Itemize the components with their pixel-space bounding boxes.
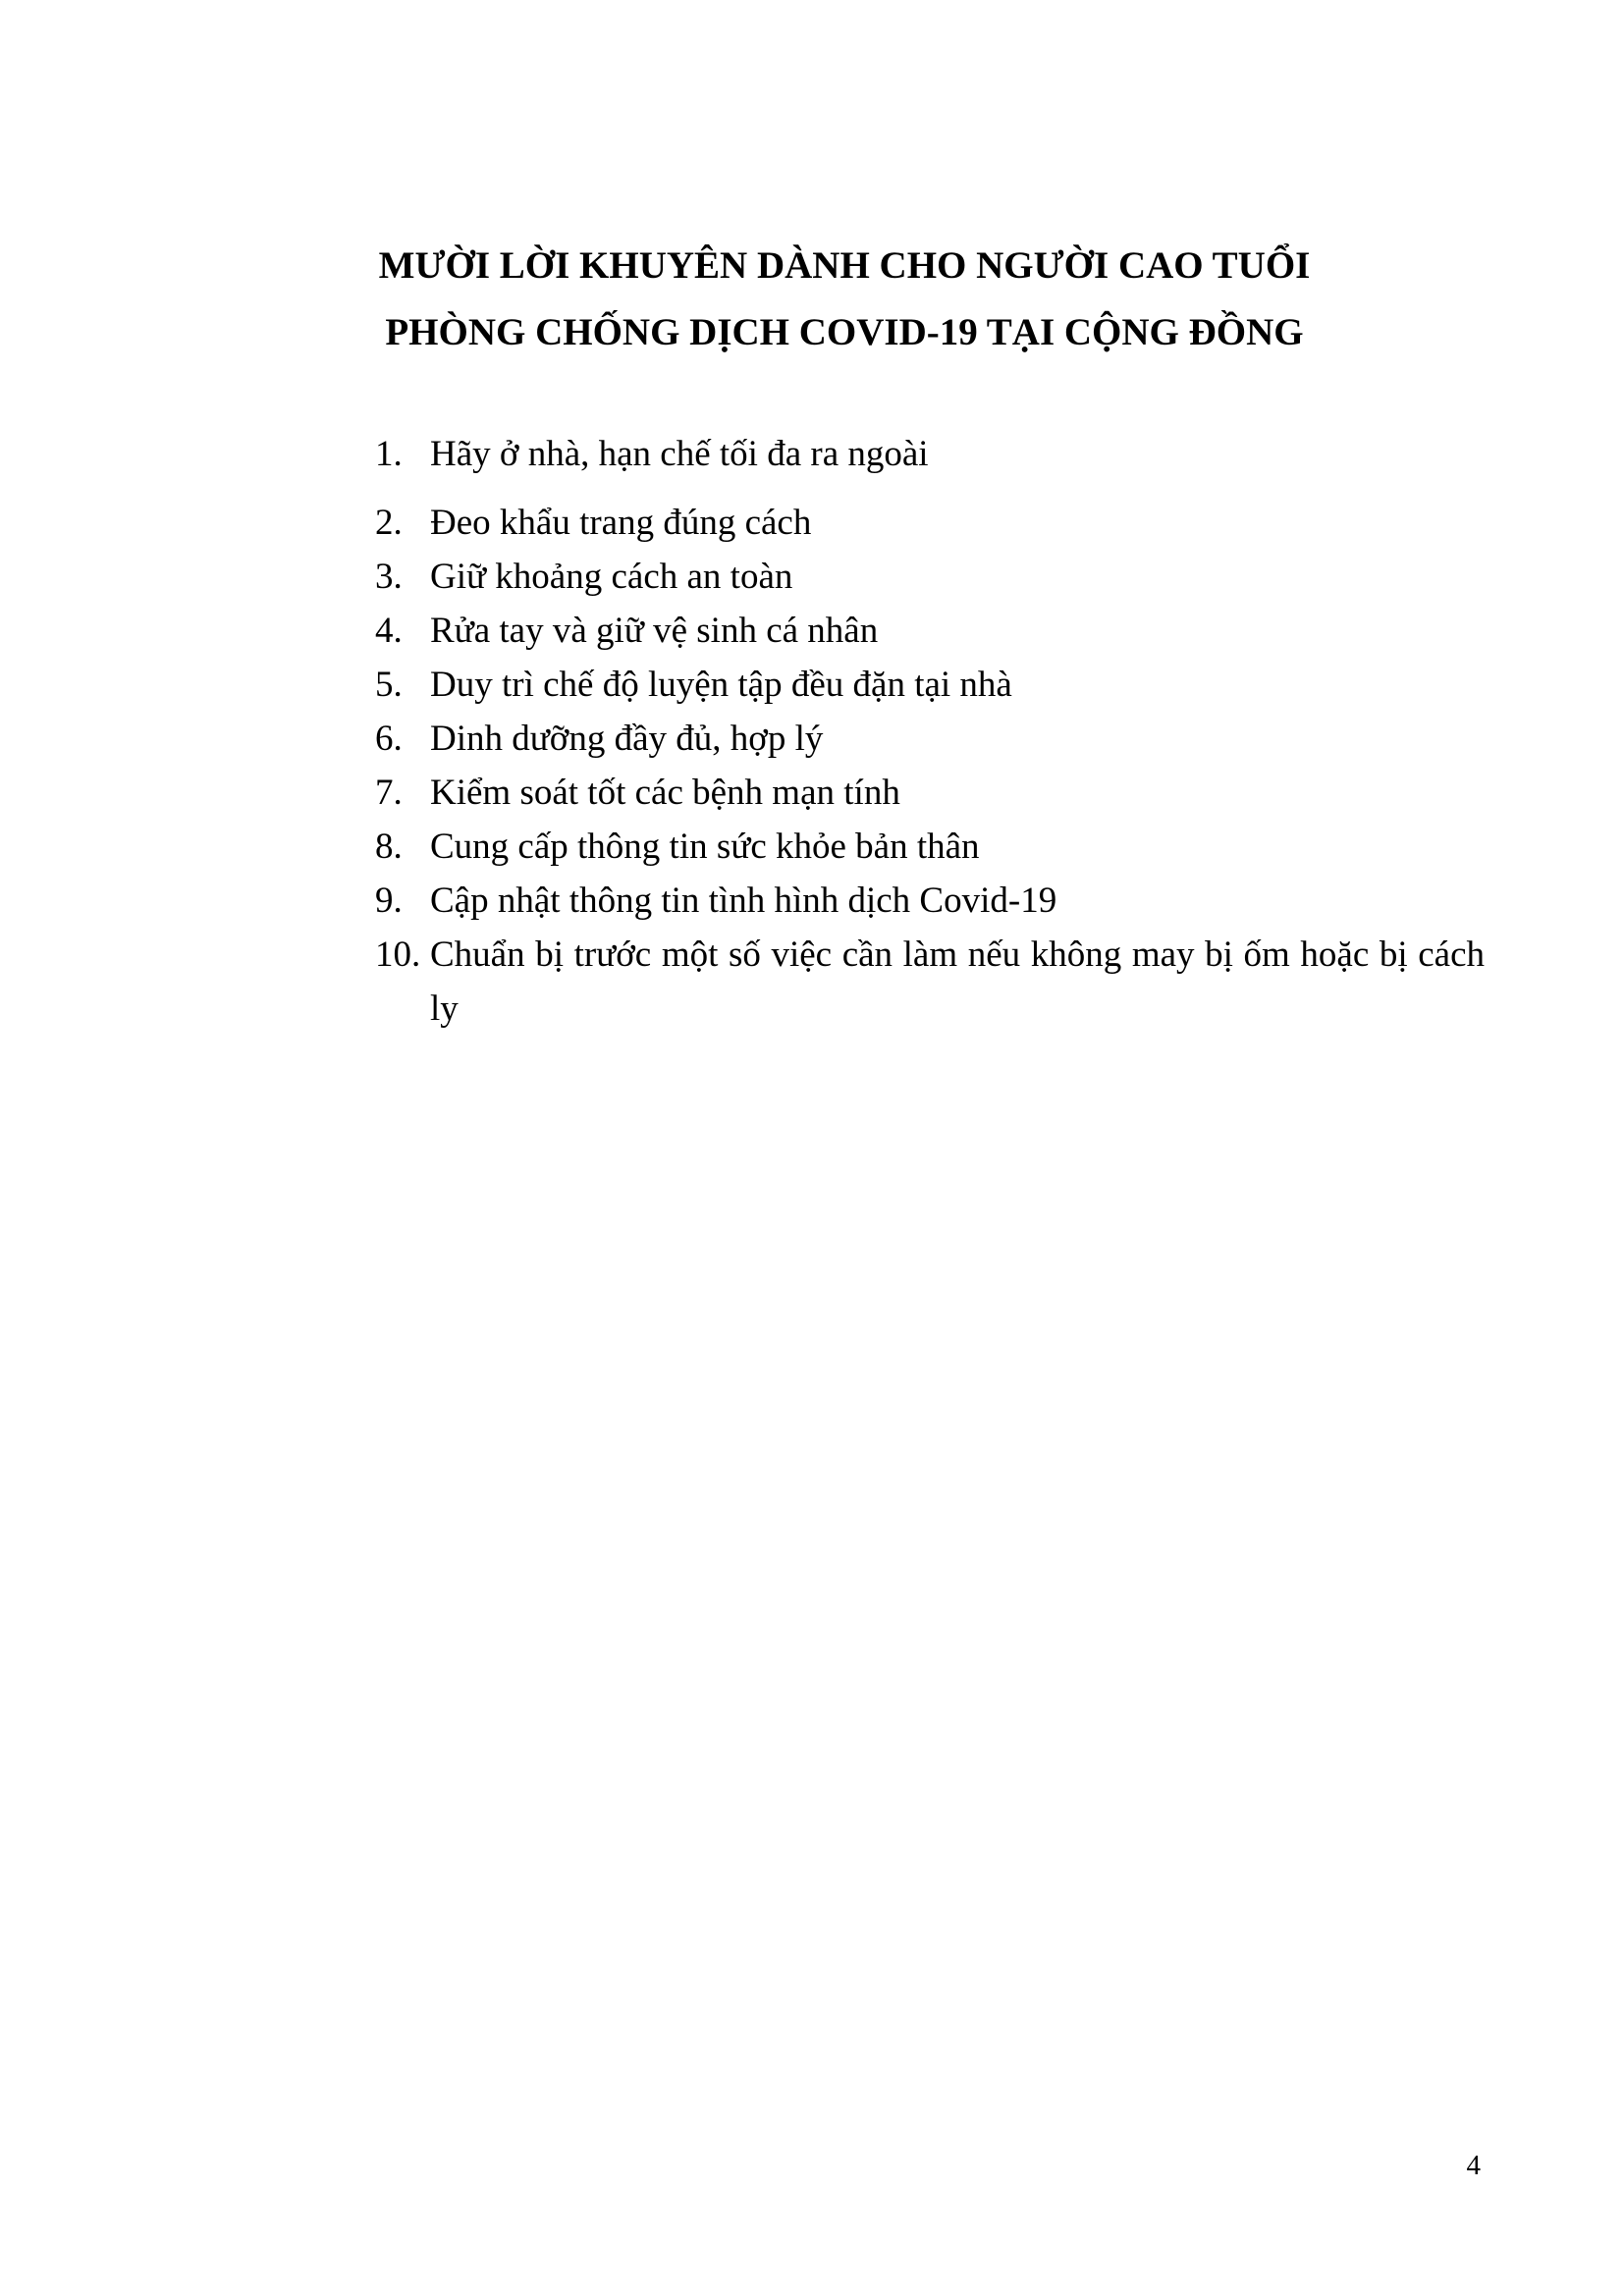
list-item-number: 6. [375,719,403,759]
page-title-line-1: MƯỜI LỜI KHUYÊN DÀNH CHO NGƯỜI CAO TUỔI [378,244,1311,287]
list-item-number: 4. [375,611,403,651]
list-item [375,496,1485,550]
list-item-text: Hãy ở nhà, hạn chế tối đa ra ngoài [430,434,929,474]
list-item-number: 1. [375,434,403,474]
list-item [375,874,1485,928]
list-item-number: 2. [375,503,403,543]
list-item [375,820,1485,874]
list-item [375,658,1485,712]
list-item-text: Dinh dưỡng đầy đủ, hợp lý [430,719,824,759]
list-item-text: Cung cấp thông tin sức khỏe bản thân [430,827,980,867]
list-item [375,427,1485,481]
list-item-number: 7. [375,773,403,813]
page-number: 4 [1466,2150,1481,2181]
list-item [375,712,1485,766]
list-item-text: Chuẩn bị trước một số việc cần làm nếu không may bị ốm hoặc bị cách ly [430,934,1485,1029]
list-item-text: Rửa tay và giữ vệ sinh cá nhân [430,611,879,651]
list-item-text: Giữ khoảng cách an toàn [430,557,793,597]
list-item-number: 8. [375,827,403,867]
list-item [375,766,1485,820]
list-item-number: 3. [375,557,403,597]
list-item-number: 10. [375,934,421,975]
list-item-text: Kiểm soát tốt các bệnh mạn tính [430,773,900,813]
list-item-number: 9. [375,881,403,921]
advice-list [375,427,1485,1036]
list-item-number: 5. [375,665,403,705]
list-item [375,604,1485,658]
list-item [375,928,1485,1036]
list-item-text: Cập nhật thông tin tình hình dịch Covid-19 [430,881,1057,921]
list-item-text: Đeo khẩu trang đúng cách [430,503,812,543]
list-item-text: Duy trì chế độ luyện tập đều đặn tại nhà [430,665,1012,705]
list-item [375,550,1485,604]
page-title-line-2: PHÒNG CHỐNG DỊCH COVID-19 TẠI CỘNG ĐỒNG [385,311,1304,353]
